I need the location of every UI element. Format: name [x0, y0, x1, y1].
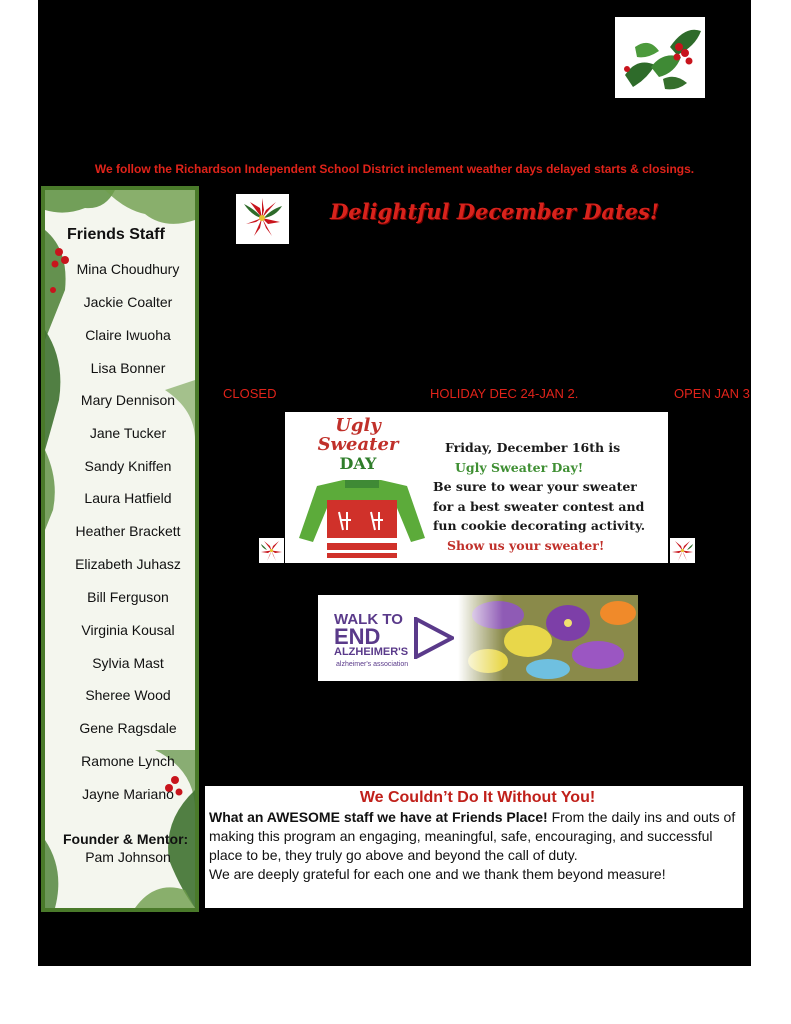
appreciation-lead: What an AWESOME staff we have at Friends Place!	[209, 809, 548, 825]
staff-name: Mina Choudhury	[76, 261, 180, 277]
staff-name: Heather Brackett	[75, 523, 181, 539]
holiday-label: HOLIDAY DEC 24-JAN 2.	[430, 386, 579, 401]
poinsettia-icon	[259, 538, 284, 563]
staff-name: Sandy Kniffen	[84, 458, 172, 474]
event-cta: Show us your sweater!	[447, 537, 605, 553]
staff-name: Mary Dennison	[80, 392, 176, 408]
staff-name: Jane Tucker	[89, 425, 167, 441]
ugly-sweater-logo	[313, 416, 403, 473]
appreciation-title: We Couldn’t Do It Without You!	[359, 789, 596, 806]
founder-name: Pam Johnson	[85, 849, 171, 865]
poinsettia-icon	[236, 194, 289, 244]
event-detail: fun cookie decorating activity.	[433, 518, 646, 533]
december-dates-heading: Delightful December Dates!	[330, 199, 660, 224]
open-label: OPEN JAN 3	[674, 386, 750, 401]
walk-logo-line: WALK TO	[334, 611, 403, 628]
staff-name: Sheree Wood	[85, 687, 171, 703]
poinsettia-image	[259, 538, 284, 563]
poinsettia-image	[236, 194, 289, 244]
founder-title: Founder & Mentor:	[63, 831, 189, 847]
staff-title: Friends Staff	[67, 226, 165, 243]
staff-name: Virginia Kousal	[81, 622, 175, 638]
poinsettia-icon	[670, 538, 695, 563]
event-detail: Be sure to wear your sweater	[433, 479, 637, 494]
holly-icon	[615, 17, 705, 98]
pinwheel-flowers-icon	[458, 595, 638, 681]
staff-name: Claire Iwuoha	[85, 327, 171, 343]
appreciation-body	[209, 808, 739, 884]
staff-name: Bill Ferguson	[87, 589, 169, 605]
newsletter-page	[38, 0, 751, 966]
arrow-logo-icon	[414, 617, 454, 659]
staff-name: Ramone Lynch	[81, 753, 175, 769]
staff-name: Laura Hatfield	[84, 490, 172, 506]
weather-notice: We follow the Richardson Independent School District inclement weather days delayed starts & closings.	[94, 162, 695, 176]
holly-image	[615, 17, 705, 98]
staff-name: Elizabeth Juhasz	[75, 556, 181, 572]
staff-appreciation-box	[205, 786, 743, 908]
staff-name: Gene Ragsdale	[79, 720, 177, 736]
logo-line: Ugly	[335, 415, 381, 436]
staff-name: Jackie Coalter	[83, 294, 173, 310]
event-name: Ugly Sweater Day!	[455, 459, 584, 475]
staff-sidebar	[41, 186, 199, 912]
logo-line: DAY	[339, 454, 377, 473]
closed-label: CLOSED	[223, 386, 277, 401]
sweater-icon	[291, 478, 433, 560]
event-detail: for a best sweater contest and	[433, 498, 645, 514]
walk-logo-line: END	[334, 624, 381, 649]
staff-list	[45, 190, 195, 908]
alzheimers-association-label: alzheimer's association	[336, 661, 409, 668]
staff-name: Sylvia Mast	[92, 655, 164, 671]
poinsettia-image	[670, 538, 695, 563]
event-date: Friday, December 16th is	[445, 440, 621, 455]
ugly-sweater-details	[433, 438, 663, 555]
appreciation-text: From the daily ins and outs of making this program an engaging, meaningful, safe, encouraging, and successful place to be, they truly go above and beyond the call of duty.	[209, 809, 736, 863]
appreciation-closing: We are deeply grateful for each one and we thank them beyond measure!	[209, 866, 666, 882]
staff-name: Lisa Bonner	[90, 360, 166, 376]
logo-line: Sweater	[317, 434, 399, 455]
ugly-sweater-flyer	[285, 412, 668, 563]
walk-logo	[334, 612, 408, 658]
walk-logo-line: ALZHEIMER'S	[334, 646, 409, 658]
staff-name: Jayne Mariano	[82, 786, 174, 802]
walk-to-end-alzheimers-banner	[318, 595, 638, 681]
